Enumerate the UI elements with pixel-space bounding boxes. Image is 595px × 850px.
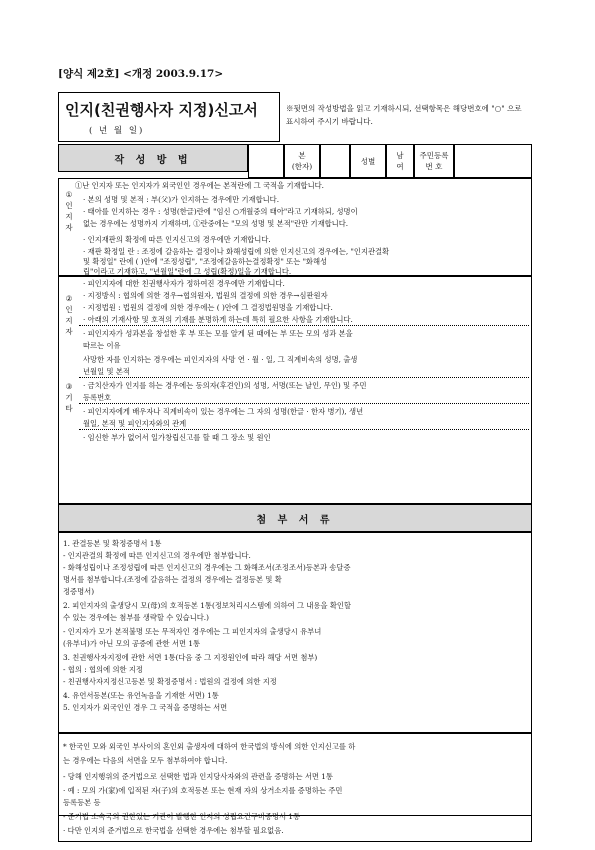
docs-line: 3. 친권행사자지정에 관한 서면 1통(다음 중 그 지정원인에 따라 해당 서면 첨부) — [63, 653, 318, 662]
divider — [79, 377, 529, 378]
docs-line: 1. 관결등본 및 확정증명서 1통 — [63, 539, 162, 548]
header-cell-gender: 남 여 — [386, 144, 414, 178]
section-2-line: · 금치산자가 인지를 하는 경우에는 동의자(후견인)의 성명, 서명(또는 날인, 무인) 및 주민 — [83, 381, 367, 390]
docs-header: 첨 부 서 류 — [58, 504, 532, 532]
section-2-line: · 피인지자가 성과본을 창설한 후 부 또는 모를 알게 된 때에는 부 또는 모의 성과 본을 — [83, 329, 353, 338]
docs-line: - 화해성립이나 조정성립에 따른 인지신고의 경우에는 그 화해조서(조정조서)등본과 송달증 — [63, 563, 351, 572]
docs-line: 2. 피인지자의 출생당시 모(母)의 호적등본 1통(정보처리시스템에 의하여 그 내용을 확인할 — [63, 601, 351, 610]
section-2-line: 사망한 자를 인지하는 경우에는 피인지자의 사망 연 · 월 · 일, 그 직계비속의 성명, 출생 — [83, 355, 358, 364]
section-2-line: 등록번호 — [83, 393, 112, 402]
footnote-line: 는 경우에는 다음의 서면을 모두 첨부하여야 합니다. — [63, 756, 228, 765]
header-cell-bon: 본 (한자) — [284, 144, 320, 178]
header-cell-blank-3 — [454, 144, 532, 178]
footnote-line: · 다만 인지의 준거법으로 한국법을 선택한 경우에는 첨부할 필요없음. — [63, 826, 284, 835]
divider — [79, 429, 529, 430]
section-1-line: ①난 인지자 또는 인지자가 외국인인 경우에는 본적란에 그 국적을 기재합니다. — [75, 181, 325, 190]
form-main — [58, 92, 532, 850]
footnote-line: · 예 : 모의 가(家)에 입적된 자(子)의 호적등본 또는 현재 자의 상거소지를 증명하는 주민 — [63, 786, 343, 795]
footnote-line: - 준거법 소속국의 권한있는 기관이 발행한 인지의 성립요건구비증명서 1통 — [63, 812, 301, 821]
docs-line: - 협의 : 협의에 의한 지정 — [63, 665, 143, 674]
footnote-line: * 한국인 모와 외국인 부사이의 혼인외 출생자에 대하여 한국법의 방식에 의한 인지신고를 하 — [63, 742, 356, 751]
section-1-line: 및 확정일" 란에 ( )안에 "조정성립", "조정에갈음하는결정확정" 또는 "화해성 — [83, 257, 328, 266]
footnote-line: - 당해 인지행위의 준거법으로 선택한 법과 인지당사자와의 관련을 증명하는 서면 1통 — [63, 772, 333, 781]
divider — [79, 403, 529, 404]
section-2-line: 월일, 본적 및 피인지자와의 관계 — [83, 419, 187, 428]
section-1-line: · 인지재판의 확정에 따른 인지신고의 경우에만 기재합니다. — [83, 235, 271, 244]
section-2-line: 년월일 및 본적 — [83, 367, 130, 376]
docs-line: 수 있는 경우에는 첨부를 생략할 수 있습니다.) — [63, 613, 209, 622]
docs-line: - 인지자가 모가 본적불명 또는 무적자인 경우에는 그 피인지자의 출생당시 유부녀 — [63, 627, 322, 636]
section-1-line: 없는 경우에는 성명까지 기재하며, ①란중에는 "모의 성명 및 본적"란만 기재합니다. — [83, 219, 349, 228]
section-3-label: ③ 기 타 — [65, 382, 73, 413]
footnote-line: 등록등본 등 — [63, 798, 101, 807]
notice-text: ※뒷면의 작성방법을 읽고 기재하시되, 선택항목은 해당번호에 "○" 으로 표시하여 주시기 바랍니다. — [286, 104, 522, 126]
section-1-line: · 본의 성명 및 본적 : 부(父)가 인지하는 경우에만 기재합니다. — [83, 195, 280, 204]
header-cell-blank-2 — [320, 144, 350, 178]
date-line: ( 년 월 일) — [89, 126, 145, 136]
section-1-label: ① 인 지 자 — [65, 190, 73, 232]
header-cell-blank-1 — [248, 144, 284, 178]
docs-line: 정증명서) — [63, 587, 95, 596]
section-2-line: · 지정법원 : 법원의 결정에 의한 경우에는 ( )안에 그 결정법원명을 기재합니다. — [83, 303, 333, 312]
docs-line: 5. 인지자가 외국인인 경우 그 국적을 증명하는 서면 — [63, 703, 228, 712]
section-2-line: · 피인지자에게 배우자나 직계비속이 있는 경우에는 그 자의 성명(한글 · 한자 병기), 생년 — [83, 407, 364, 416]
section-2-line: · 아래의 기재사항 및 호적의 기재를 분명하게 하는데 특히 필요한 사항을 기재합니다. — [83, 315, 353, 324]
title-box — [58, 92, 280, 142]
section-1-line: · 태아를 인지하는 경우 : 성명(한글)란에 "임신 ○개월중의 태아"라고 기재하되, 성명이 — [83, 207, 358, 216]
docs-line: 4. 유언서등본(또는 유언녹음을 기재한 서면) 1통 — [63, 691, 219, 700]
section-1-block — [58, 178, 532, 276]
section-1-line: · 재판 확정일 란 : 조정에 갈음하는 결정이나 화해성립에 의한 인지신고의 경우에는, "인지관결확 — [83, 247, 390, 256]
section-2-label: ② 인 지 자 — [65, 294, 73, 336]
docs-line: (유부녀)가 아닌 모의 공증에 관한 서면 1통 — [63, 639, 201, 648]
section-2-line: · 임신한 부가 없어서 일가창립신고를 할 때 그 장소 및 원인 — [83, 433, 271, 442]
divider — [79, 325, 529, 326]
form-title: 인지(친권행사자 지정)신고서 — [65, 101, 258, 119]
docs-line: 명서를 첨부합니다.(조정에 갈음하는 결정의 경우에는 결정등본 및 확 — [63, 575, 282, 584]
section-1-line: 립"이라고 기재하고, "년월일"란에 그 성립(확정)일을 기재합니다. — [83, 267, 292, 276]
section-2-line: · 지정방식 : 협의에 의한 경우→협의원자, 법원의 결정에 의한 경우→심판원자 — [83, 291, 328, 300]
section-2-line: · 피인지자에 대한 친권행사자가 정하여진 경우에만 기재합니다. — [83, 279, 285, 288]
docs-line: - 친권행사자지정신고등본 및 확정증명서 : 법원의 결정에 의한 지정 — [63, 677, 277, 686]
section-2-block — [58, 276, 532, 504]
docs-line: - 인지관결의 확정에 따른 인지신고의 경우에만 첨부합니다. — [63, 551, 251, 560]
method-header: 작 성 방 법 — [58, 144, 248, 172]
header-cell-id: 주민등록 번 호 — [414, 144, 454, 178]
header-cell-sex: 성별 — [350, 144, 386, 178]
footnote-block — [58, 732, 532, 842]
form-header: [양식 제2호] <개정 2003.9.17> — [58, 68, 224, 80]
section-2-line: 따르는 이유 — [83, 341, 121, 350]
